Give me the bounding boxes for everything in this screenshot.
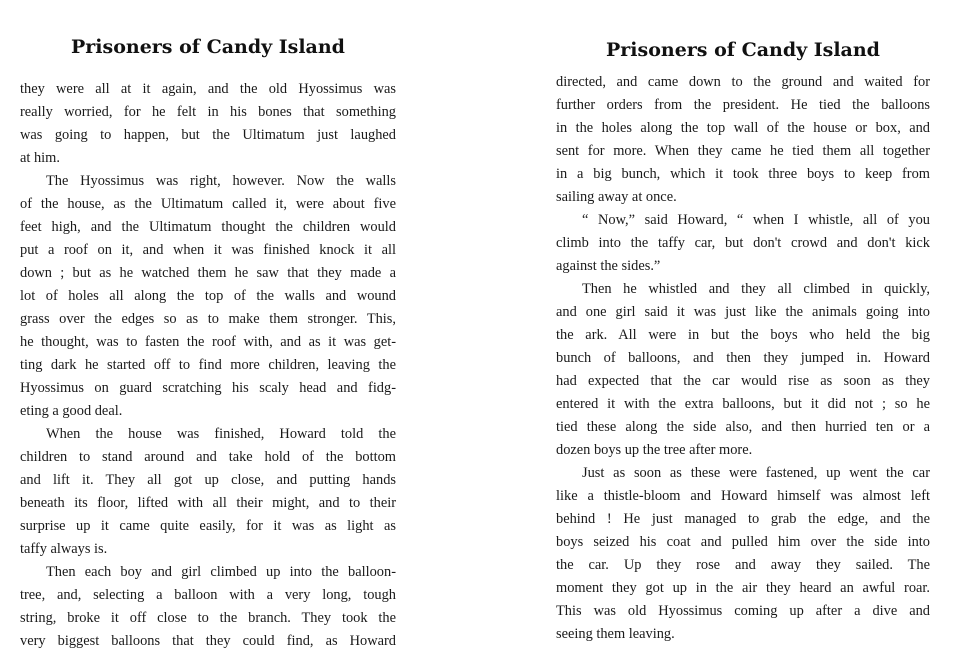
text-line: sent for more. When they came he tied them all together	[556, 143, 930, 159]
text-line: the ark. All were in but the boys who held the big	[556, 327, 930, 343]
text-line: and one girl said it was just like the animals going into	[556, 304, 930, 320]
text-line: directed, and came down to the ground and waited for	[556, 74, 930, 90]
text-line: “ Now,” said Howard, “ when I whistle, all of you	[582, 212, 930, 228]
text-line: dozen boys up the tree after more.	[556, 442, 753, 458]
text-line: and lift it. They all got up close, and putting hands	[20, 472, 396, 488]
text-line: bunch of balloons, and then they jumped in. Howard	[556, 350, 930, 366]
text-line: at him.	[20, 150, 60, 166]
text-line: Then he whistled and they all climbed in quickly,	[582, 281, 930, 297]
text-line: behind ! He just managed to grab the edge, and the	[556, 511, 930, 527]
text-line: very biggest balloons that they could find, as Howard	[20, 633, 396, 649]
text-line: taffy always is.	[20, 541, 108, 557]
page-body	[556, 72, 930, 645]
text-line: of the house, as the Ultimatum called it, were about five	[20, 196, 396, 212]
text-line: surprise up it came quite easily, for it was as light as	[20, 518, 396, 534]
text-line: children to stand around and take hold of the bottom	[20, 449, 396, 465]
running-head: Prisoners of Candy Island	[71, 36, 345, 58]
text-line: ting dark he started off to find more children, leaving the	[20, 357, 396, 373]
text-line: like a thistle-bloom and Howard himself was almost left	[556, 488, 930, 504]
text-line: Then each boy and girl climbed up into the balloon-	[46, 564, 396, 580]
text-line: the car. Up they rose and away they sailed. The	[556, 557, 930, 573]
text-line: entered it with the extra balloons, but it did not ; so he	[556, 396, 930, 412]
text-line: against the sides.”	[556, 258, 661, 274]
text-line: moment they got up in the air they heard an awful roar.	[556, 580, 930, 596]
text-line: When the house was finished, Howard told the	[46, 426, 396, 442]
text-line: tied these along the side also, and then hurried ten or a	[556, 419, 930, 435]
text-line: was going to happen, but the Ultimatum just laughed	[20, 127, 396, 143]
text-line: he thought, was to fasten the roof with, and as it was get-	[20, 334, 396, 350]
text-line: grass over the edges so as to make them stronger. This,	[20, 311, 396, 327]
text-line: sailing away at once.	[556, 189, 677, 205]
text-line: This was old Hyossimus coming up after a dive and	[556, 603, 930, 619]
text-line: put a roof on it, and when it was finished knock it all	[20, 242, 396, 258]
text-line: The Hyossimus was right, however. Now the walls	[46, 173, 396, 189]
text-line: really worried, for he felt in his bones that something	[20, 104, 396, 120]
text-line: seeing them leaving.	[556, 626, 675, 642]
text-line: eting a good deal.	[20, 403, 123, 419]
text-line: Just as soon as these were fastened, up went the car	[582, 465, 930, 481]
text-line: in the holes along the top wall of the house or box, and	[556, 120, 930, 136]
running-head: Prisoners of Candy Island	[606, 39, 880, 61]
text-line: beneath its floor, lifted with all their might, and to their	[20, 495, 396, 511]
right-page	[556, 0, 930, 647]
left-page	[20, 0, 396, 654]
text-line: boys seized his coat and pulled him over the side into	[556, 534, 930, 550]
text-line: lot of holes all along the top of the walls and wound	[20, 288, 396, 304]
text-line: they were all at it again, and the old Hyossimus was	[20, 81, 396, 97]
text-line: in a big bunch, which it took three boys to keep from	[556, 166, 930, 182]
page-body	[20, 79, 396, 652]
text-line: Hyossimus on guard scratching his scaly head and fidg-	[20, 380, 396, 396]
text-line: string, broke it off close to the branch. They took the	[20, 610, 396, 626]
text-line: down ; but as he watched them he saw that they made a	[20, 265, 396, 281]
text-line: had expected that the car would rise as soon as they	[556, 373, 930, 389]
text-line: tree, and, selecting a balloon with a very long, tough	[20, 587, 396, 603]
text-line: climb into the taffy car, but don't crowd and don't kick	[556, 235, 930, 251]
text-line: further orders from the president. He tied the balloons	[556, 97, 930, 113]
text-line: feet high, and the Ultimatum thought the children would	[20, 219, 396, 235]
